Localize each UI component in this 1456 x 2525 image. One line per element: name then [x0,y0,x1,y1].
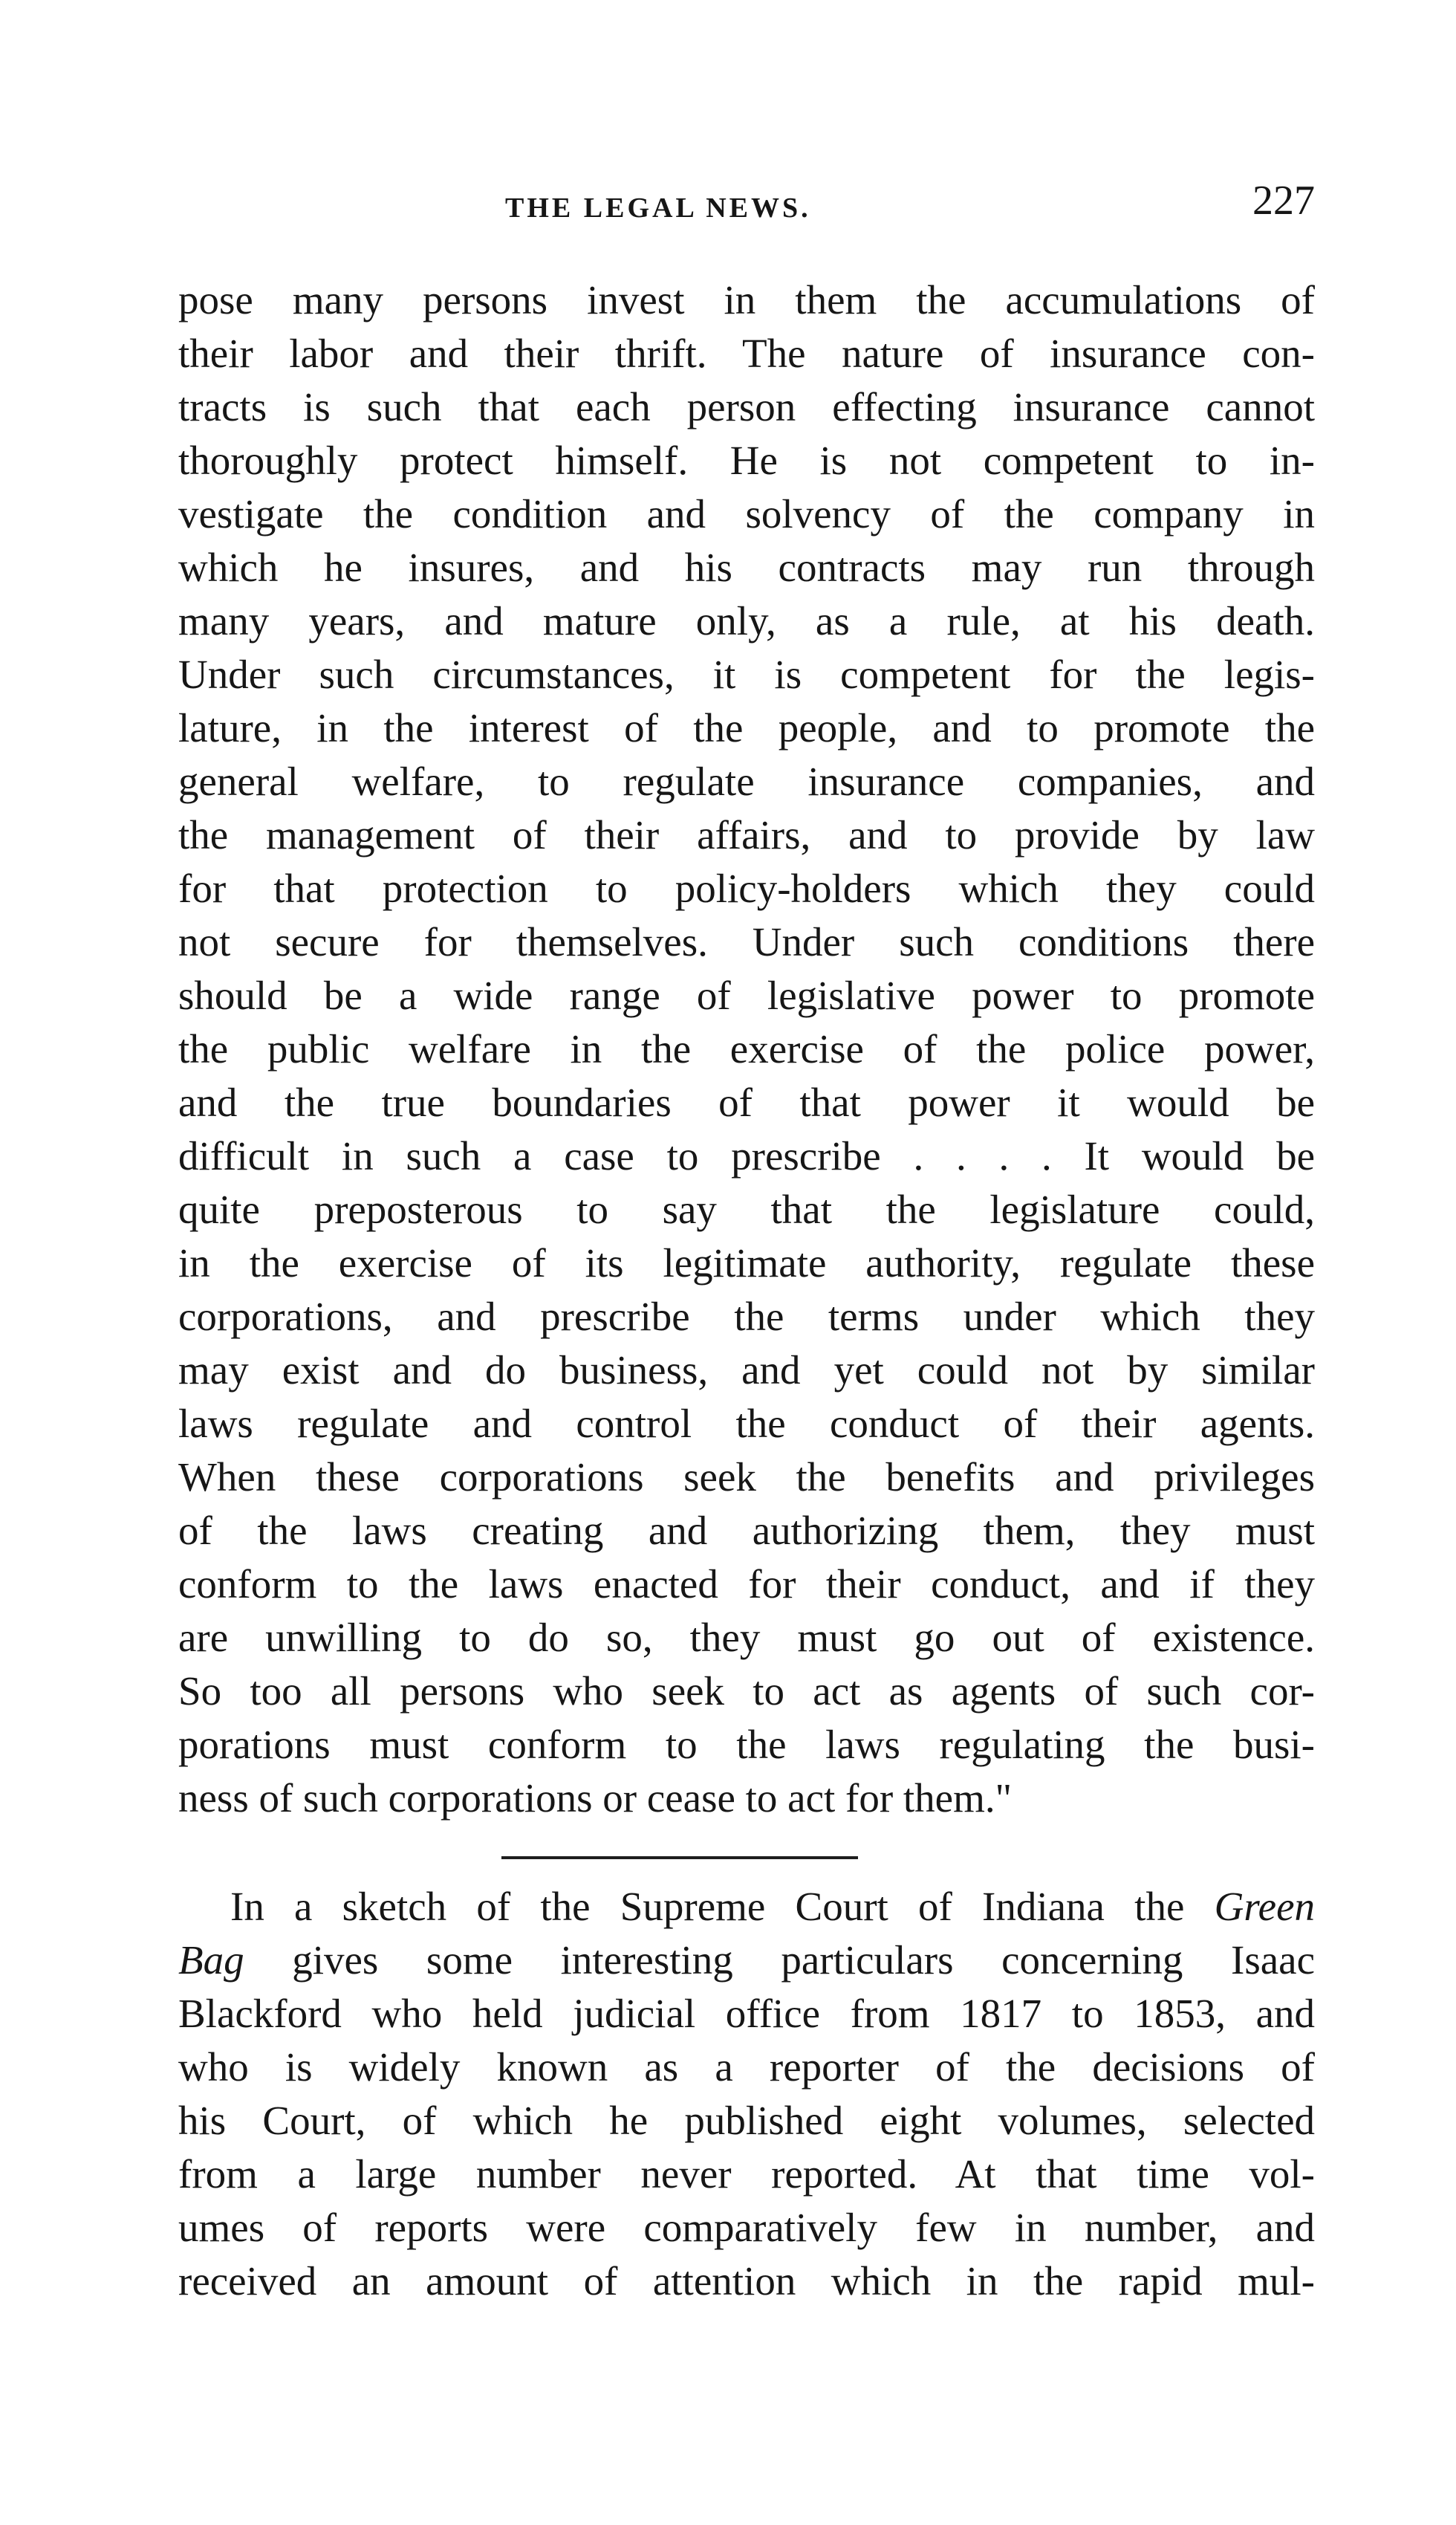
text-line: conform to the laws enacted for their conduct, and if they [178,1561,1315,1607]
text-line: lature, in the interest of the people, and to promote the [178,705,1315,751]
page-header [178,177,1315,236]
text-line: pose many persons invest in them the accumulations of [178,277,1315,322]
text-line: quite preposterous to say that the legislature could, [178,1187,1315,1232]
text-line: So too all persons who seek to act as agents of such cor- [178,1668,1315,1714]
section-divider [501,1856,858,1859]
text-line: ness of such corporations or cease to act for them." [178,1775,1013,1821]
text-line: general welfare, to regulate insurance companies, and [178,759,1315,804]
text-line [178,1880,1315,1934]
text-line: difficult in such a case to prescribe . . . . It would be [178,1133,1315,1179]
text-line: Under such circumstances, it is competent for the legis- [178,652,1315,697]
text-line: vestigate the condition and solvency of the company in [178,491,1315,537]
text-line [178,1934,1315,1987]
text-line: should be a wide range of legislative power to promote [178,973,1315,1018]
text-line: the public welfare in the exercise of the police power, [178,1026,1315,1072]
text-line: who is widely known as a reporter of the decisions of [178,2044,1315,2090]
text-line: not secure for themselves. Under such conditions there [178,919,1315,965]
text-line: in the exercise of its legitimate authority, regulate these [178,1240,1315,1286]
text-line: Blackford who held judicial office from 1817 to 1853, and [178,1991,1315,2036]
text-line: their labor and their thrift. The nature of insurance con- [178,331,1315,376]
paragraph-quoted-opinion [178,273,1315,1825]
periodical-title-part: Green [1214,1884,1315,1929]
text-line: corporations, and prescribe the terms under which they [178,1294,1315,1339]
text-line: may exist and do business, and yet could not by similar [178,1347,1315,1393]
text-run: In a sketch of the Supreme Court of Indiana the [230,1884,1185,1929]
text-line: When these corporations seek the benefits and privileges [178,1454,1315,1500]
periodical-title-part: Bag [178,1937,244,1983]
text-line: and the true boundaries of that power it would be [178,1080,1315,1125]
running-head: THE LEGAL NEWS. [505,192,811,224]
text-line: porations must conform to the laws regulating the busi- [178,1722,1315,1767]
text-line: from a large number never reported. At that time vol- [178,2151,1315,2197]
text-line: his Court, of which he published eight volumes, selected [178,2098,1315,2143]
text-line: of the laws creating and authorizing them, they must [178,1508,1315,1553]
text-line: the management of their affairs, and to provide by law [178,812,1315,858]
text-run: gives some interesting particulars concerning Isaac [292,1937,1315,1983]
text-line: laws regulate and control the conduct of their agents. [178,1401,1315,1446]
text-line: umes of reports were comparatively few in number, and [178,2205,1315,2250]
text-line: many years, and mature only, as a rule, at his death. [178,598,1315,644]
text-line: thoroughly protect himself. He is not competent to in- [178,438,1315,483]
paragraph-green-bag-note [178,1880,1315,2308]
text-line: are unwilling to do so, they must go out of existence. [178,1615,1315,1660]
text-line: which he insures, and his contracts may run through [178,545,1315,590]
text-line: received an amount of attention which in the rapid mul- [178,2258,1315,2304]
text-line: for that protection to policy-holders which they could [178,866,1315,911]
text-line: tracts is such that each person effecting insurance cannot [178,384,1315,430]
page-number: 227 [1252,178,1315,224]
